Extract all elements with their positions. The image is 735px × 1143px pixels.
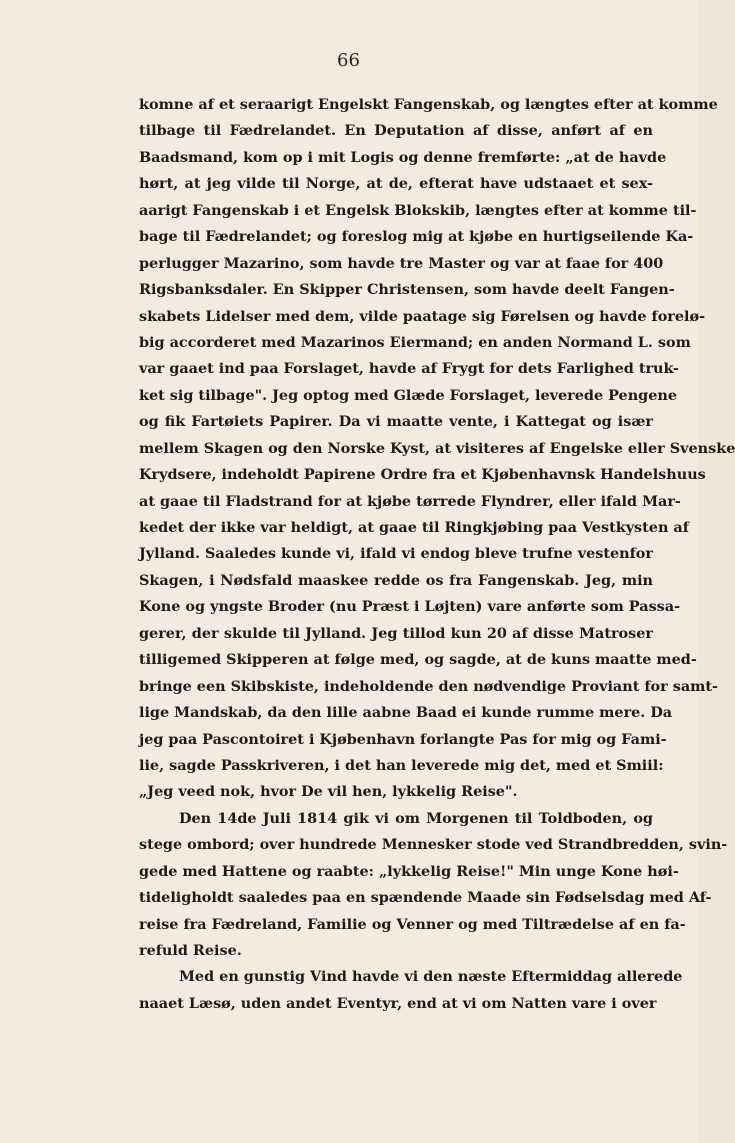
text-line: gerer, der skulde til Jylland. Jeg tillod kun 20 af disse Matroser xyxy=(139,624,653,642)
text-line: bage til Fædrelandet; og foreslog mig at kjøbe en hurtigseilende Ka- xyxy=(139,228,694,246)
text-line: ket sig tilbage". Jeg optog med Glæde Forslaget, leverede Pengene xyxy=(139,386,677,404)
text-line: tilligemed Skipperen at følge med, og sagde, at de kuns maatte med- xyxy=(139,651,697,669)
text-line: mellem Skagen og den Norske Kyst, at visiteres af Engelske eller Svenske xyxy=(139,439,735,457)
text-line: gede med Hattene og raabte: „lykkelig Reise!" Min unge Kone høi- xyxy=(139,862,679,880)
text-line: at gaae til Fladstrand for at kjøbe tørrede Flyndrer, eller ifald Mar- xyxy=(139,492,681,510)
text-line: naaet Læsø, uden andet Eventyr, end at vi om Natten vare i over xyxy=(139,994,657,1012)
text-line: Kone og yngste Broder (nu Præst i Løjten) vare anførte som Passa- xyxy=(139,598,681,616)
text-line: „Jeg veed nok, hvor De vil hen, lykkelig Reise". xyxy=(139,783,518,801)
text-line: big accorderet med Mazarinos Eiermand; en anden Normand L. som xyxy=(139,333,691,351)
text-line: lige Mandskab, da den lille aabne Baad ei kunde rumme mere. Da xyxy=(139,704,673,722)
text-line: tideligholdt saaledes paa en spændende Maade sin Fødselsdag med Af- xyxy=(139,889,712,907)
text-line: perlugger Mazarino, som havde tre Master og var at faae for 400 xyxy=(139,254,664,272)
text-line: hørt, at jeg vilde til Norge, at de, efterat have udstaaet et sex- xyxy=(139,175,653,193)
text-line: Skagen, i Nødsfald maaskee redde os fra Fangenskab. Jeg, min xyxy=(139,571,653,589)
body-text xyxy=(139,92,735,1017)
text-line: Rigsbanksdaler. En Skipper Christensen, som havde deelt Fangen- xyxy=(139,281,675,299)
text-line: refuld Reise. xyxy=(139,942,242,959)
text-line: var gaaet ind paa Forslaget, havde af Frygt for dets Farlighed truk- xyxy=(139,360,679,378)
text-line: Jylland. Saaledes kunde vi, ifald vi endog bleve trufne vestenfor xyxy=(139,545,653,563)
text-line: Den 14de Juli 1814 gik vi om Morgenen til Toldboden, og xyxy=(179,809,653,827)
text-line: Krydsere, indeholdt Papirene Ordre fra et Kjøbenhavnsk Handelshuus xyxy=(139,466,706,484)
page-number: 66 xyxy=(337,50,360,71)
text-line: lie, sagde Passkriveren, i det han leverede mig det, med et Smiil: xyxy=(139,756,664,774)
text-line: Baadsmand, kom op i mit Logis og denne fremførte: „at de havde xyxy=(139,148,667,166)
text-line: aarigt Fangenskab i et Engelsk Blokskib, længtes efter at komme til- xyxy=(139,201,697,219)
text-line: tilbage til Fædrelandet. En Deputation af disse, anført af en xyxy=(139,122,653,140)
text-line: Med en gunstig Vind havde vi den næste Eftermiddag allerede xyxy=(179,968,683,986)
text-line: skabets Lidelser med dem, vilde paatage sig Førelsen og havde forelø- xyxy=(139,307,706,325)
text-line: jeg paa Pascontoiret i Kjøbenhavn forlangte Pas for mig og Fami- xyxy=(139,730,667,748)
text-line: komne af et seraarigt Engelskt Fangenskab, og længtes efter at komme xyxy=(139,96,718,113)
text-line: reise fra Fædreland, Familie og Venner og med Tiltrædelse af en fa- xyxy=(139,915,686,933)
text-line: bringe een Skibskiste, indeholdende den nødvendige Proviant for samt- xyxy=(139,677,719,695)
text-line: kedet der ikke var heldigt, at gaae til Ringkjøbing paa Vestkysten af xyxy=(139,519,689,536)
text-line: stege ombord; over hundrede Mennesker stode ved Strandbredden, svin- xyxy=(139,836,728,854)
text-line: og fik Fartøiets Papirer. Da vi maatte vente, i Kattegat og især xyxy=(139,413,653,431)
